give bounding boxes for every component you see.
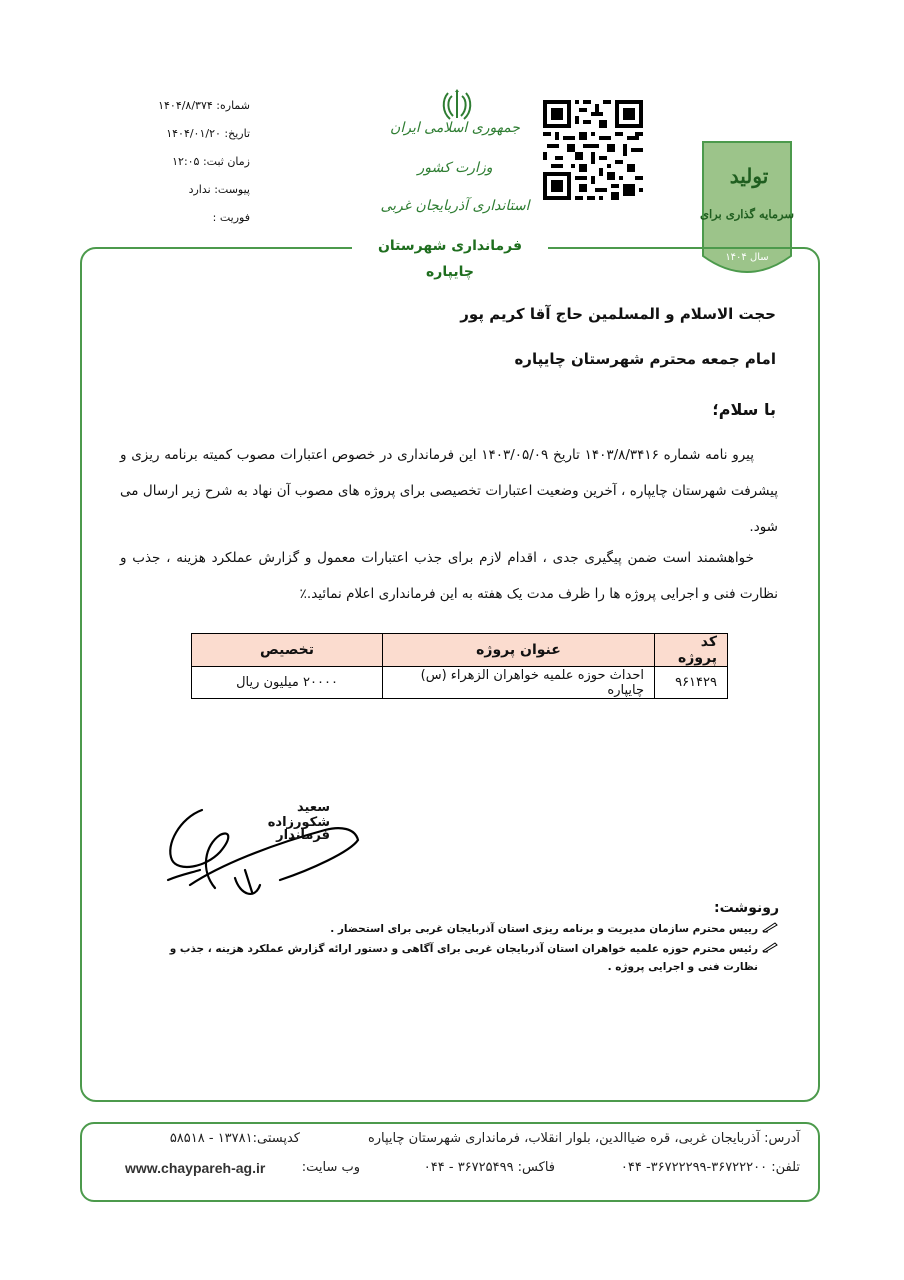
footer-website-label: وب سایت: — [301, 1160, 360, 1175]
footer-postal-code: کدپستی:۱۳۷۸۱ - ۵۸۵۱۸ — [169, 1131, 300, 1146]
signer-name: سعید شکورزاده — [267, 800, 330, 830]
office-title: فرمانداری شهرستان چایپاره — [352, 233, 548, 285]
attachment: پیوست: ندارد — [188, 183, 250, 196]
footer-phone: تلفن: ۳۶۷۲۲۲۰۰-۳۶۷۲۲۲۹۹- ۰۴۴ — [620, 1160, 800, 1175]
header-code: کد پروژه — [655, 634, 728, 667]
header-allocation: تخصیص — [192, 634, 383, 667]
recipient-line-2: امام جمعه محترم شهرستان چایپاره — [514, 350, 776, 368]
header-province: استانداری آذربایجان غربی — [380, 198, 530, 214]
badge-word-1: تولید — [729, 164, 769, 188]
paragraph-2: خواهشمند است ضمن پیگیری جدی ، اقدام لازم برای جذب اعتبارات معمول و گزارش عملکرد هزینه ، جذب و نظارت فنی و اجرایی پروژه ها را ظرف مدت یک هفته به این فرمانداری اعلام نمائید.٪ — [120, 550, 778, 602]
copies-list — [138, 918, 778, 976]
pen-icon — [762, 941, 778, 953]
iran-emblem-icon — [441, 88, 473, 122]
table-header-row — [192, 634, 728, 667]
cell-title: احداث حوزه علمیه خواهران الزهراء (س) چایپاره — [383, 667, 655, 699]
letter-date: تاریخ: ۱۴۰۴/۰۱/۲۰ — [166, 127, 250, 140]
paragraph-1: پیرو نامه شماره ۱۴۰۳/۸/۳۴۱۶ تاریخ ۱۴۰۳/۰۵/۰۹ این فرمانداری در خصوص اعتبارات مصوب کمیته برنامه ریزی و پیشرفت شهرستان چایپاره ، آخرین وضعیت اعتبارات تخصیصی برای پروژه های مصوب آن نهاد به شرح زیر ارسال می شود. — [120, 447, 778, 535]
list-item: رئیس محترم حوزه علمیه خواهران استان آذربایجان غربی برای آگاهی و دستور ارائه گزارش عملکرد هزینه ، جذب و نظارت فنی و اجرایی پروژه . — [138, 940, 778, 976]
table-row — [192, 667, 728, 699]
badge-year: سال ۱۴۰۴ — [725, 252, 769, 263]
urgency: فوریت : — [212, 211, 250, 224]
footer-website-link[interactable]: www.chaypareh-ag.ir — [125, 1160, 266, 1176]
signer-role: فرماندار — [276, 828, 330, 843]
header-ministry: وزارت کشور — [417, 160, 493, 176]
copies-title: رونوشت: — [714, 900, 779, 916]
header-title: عنوان پروژه — [383, 634, 655, 667]
recipient-line-1: حجت الاسلام و المسلمین حاج آقا کریم پور — [460, 305, 776, 323]
letter-meta — [110, 92, 250, 232]
badge-word-2: سرمایه گذاری برای — [699, 207, 795, 221]
greeting: با سلام؛ — [712, 400, 776, 419]
projects-table — [191, 633, 728, 699]
qr-code — [543, 100, 643, 200]
letter-number: شماره: ۱۴۰۴/۸/۳۷۴ — [158, 99, 250, 112]
footer-fax: فاکس: ۳۶۷۲۵۴۹۹ - ۰۴۴ — [423, 1160, 555, 1175]
list-item: رییس محترم سازمان مدیریت و برنامه ریزی استان آذربایجان غربی برای استحضار . — [138, 920, 778, 938]
cell-code: ۹۶۱۴۲۹ — [655, 667, 728, 699]
pen-icon — [762, 921, 778, 933]
registration-time: زمان ثبت: ۱۲:۰۵ — [172, 155, 250, 168]
cell-allocation: ۲۰۰۰۰ میلیون ریال — [192, 667, 383, 699]
footer-address: آدرس: آذربایجان غربی، قره ضیاالدین، بلوار انقلاب، فرمانداری شهرستان چایپاره — [367, 1131, 800, 1146]
header-country: جمهوری اسلامی ایران — [390, 120, 520, 136]
